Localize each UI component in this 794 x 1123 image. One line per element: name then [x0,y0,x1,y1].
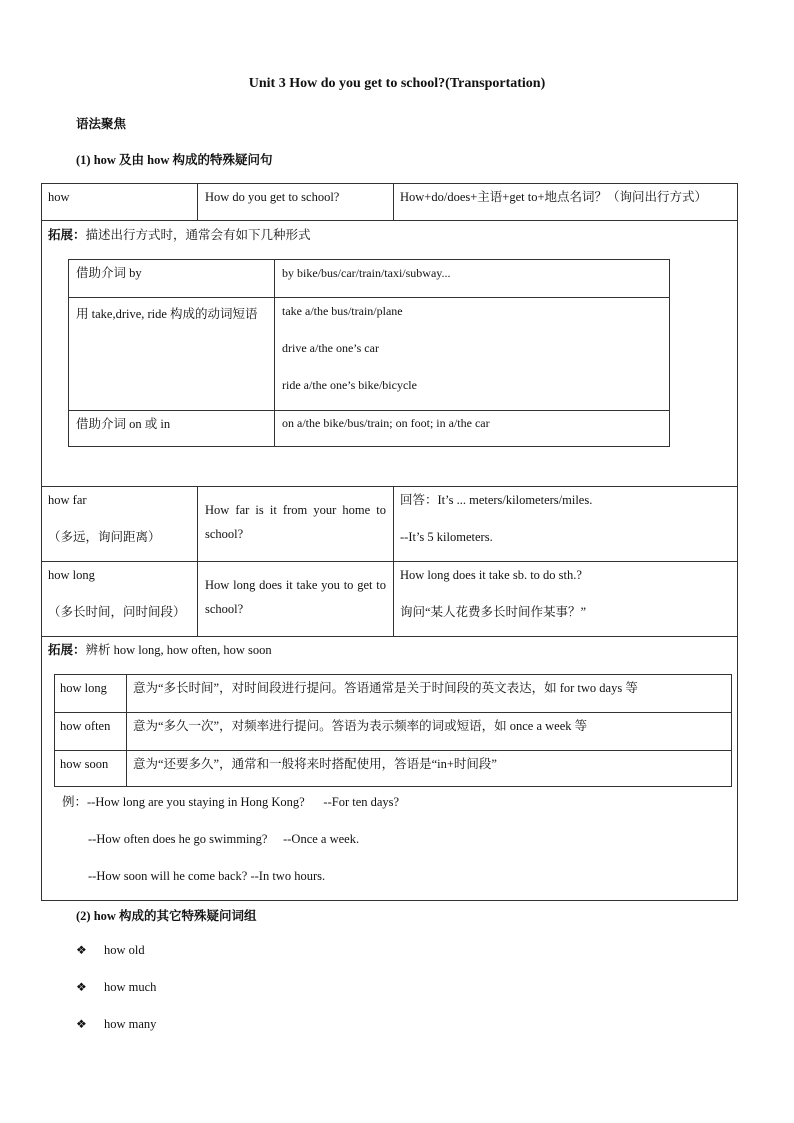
table-divider [274,259,275,447]
inner-table-cell: by bike/bus/car/train/taxi/subway... [282,266,451,280]
diamond-bullet-icon: ❖ [76,1017,87,1031]
table-cell: how long [48,568,95,582]
table-cell: How long does it take you to get to school? [205,578,386,616]
diamond-bullet-icon: ❖ [76,943,87,957]
section-label: 语法聚焦 [76,117,127,131]
table-divider [41,486,738,487]
expansion-text: 辨析 how long, how often, how soon [85,643,272,657]
expansion-prefix: 拓展： [48,228,86,242]
inner-table-cell: 借助介词 by [76,266,142,280]
list-item [76,943,145,958]
table-cell: 回答：It’s ... meters/kilometers/miles. [400,493,593,507]
table-divider [54,712,732,713]
table-divider [393,486,394,636]
diamond-bullet-icon: ❖ [76,980,87,994]
inner-table-cell: ride a/the one’s bike/bicycle [282,378,417,392]
expansion-text: 描述出行方式时，通常会有如下几种形式 [85,228,311,242]
list-item [76,1017,156,1032]
table-cell: How+do/does+主语+get to+地点名词？（询问出行方式） [400,190,708,204]
heading-how-phrases: (2) how 构成的其它特殊疑问词组 [76,909,257,923]
table-cell: how far [48,493,87,507]
table-cell: How far is it from your home to school? [205,503,386,541]
inner-table-cell: drive a/the one’s car [282,341,379,355]
table-divider [41,561,738,562]
table-cell: How long does it take sb. to do sth.? [400,568,582,582]
list-item [76,980,156,995]
list-item-label: how many [104,1017,157,1031]
table-cell: How do you get to school? [205,190,340,204]
table-cell: （多远，询问距离） [48,530,161,544]
example-line: --How often does he go swimming? --Once a week. [88,832,360,846]
heading-how-questions: (1) how 及由 how 构成的特殊疑问句 [76,153,273,167]
page-title: Unit 3 How do you get to school?(Transportation) [248,76,546,91]
table-divider [41,220,738,221]
list-item-label: how old [104,943,145,957]
example-line: 例：--How long are you staying in Hong Kong? --For ten days? [62,795,400,809]
list-item-label: how much [104,980,157,994]
inner-table-cell: on a/the bike/bus/train; on foot; in a/the car [282,416,490,430]
expansion-note [48,642,272,658]
comparison-cell: 意为“还要多久”，通常和一般将来时搭配使用，答语是“in+时间段” [133,757,497,771]
table-cell: how [48,190,70,204]
table-cell: 询问“某人花费多长时间作某事？” [400,605,587,619]
expansion-note [48,227,311,243]
example-line: --How soon will he come back? --In two hours. [88,869,326,883]
comparison-cell: 意为“多长时间”，对时间段进行提问。答语通常是关于时间段的英文表达，如 for two days 等 [133,681,638,695]
table-divider [68,410,670,411]
comparison-cell: how soon [60,757,109,771]
table-divider [41,636,738,637]
table-divider [54,750,732,751]
table-divider [197,183,198,220]
table-divider [197,486,198,636]
inner-table-cell: take a/the bus/train/plane [282,304,403,318]
table-divider [68,297,670,298]
table-divider [126,674,127,787]
inner-table-cell: 借助介词 on 或 in [76,417,171,431]
expansion-prefix: 拓展： [48,643,86,657]
table-divider [393,183,394,220]
comparison-cell: how often [60,719,111,733]
comparison-cell: 意为“多久一次”，对频率进行提问。答语为表示频率的词或短语，如 once a week 等 [133,719,588,733]
inner-table-cell: 用 take,drive, ride 构成的动词短语 [76,307,258,321]
comparison-cell: how long [60,681,107,695]
table-cell: --It’s 5 kilometers. [400,530,493,544]
table-cell: （多长时间，问时间段） [48,605,186,619]
